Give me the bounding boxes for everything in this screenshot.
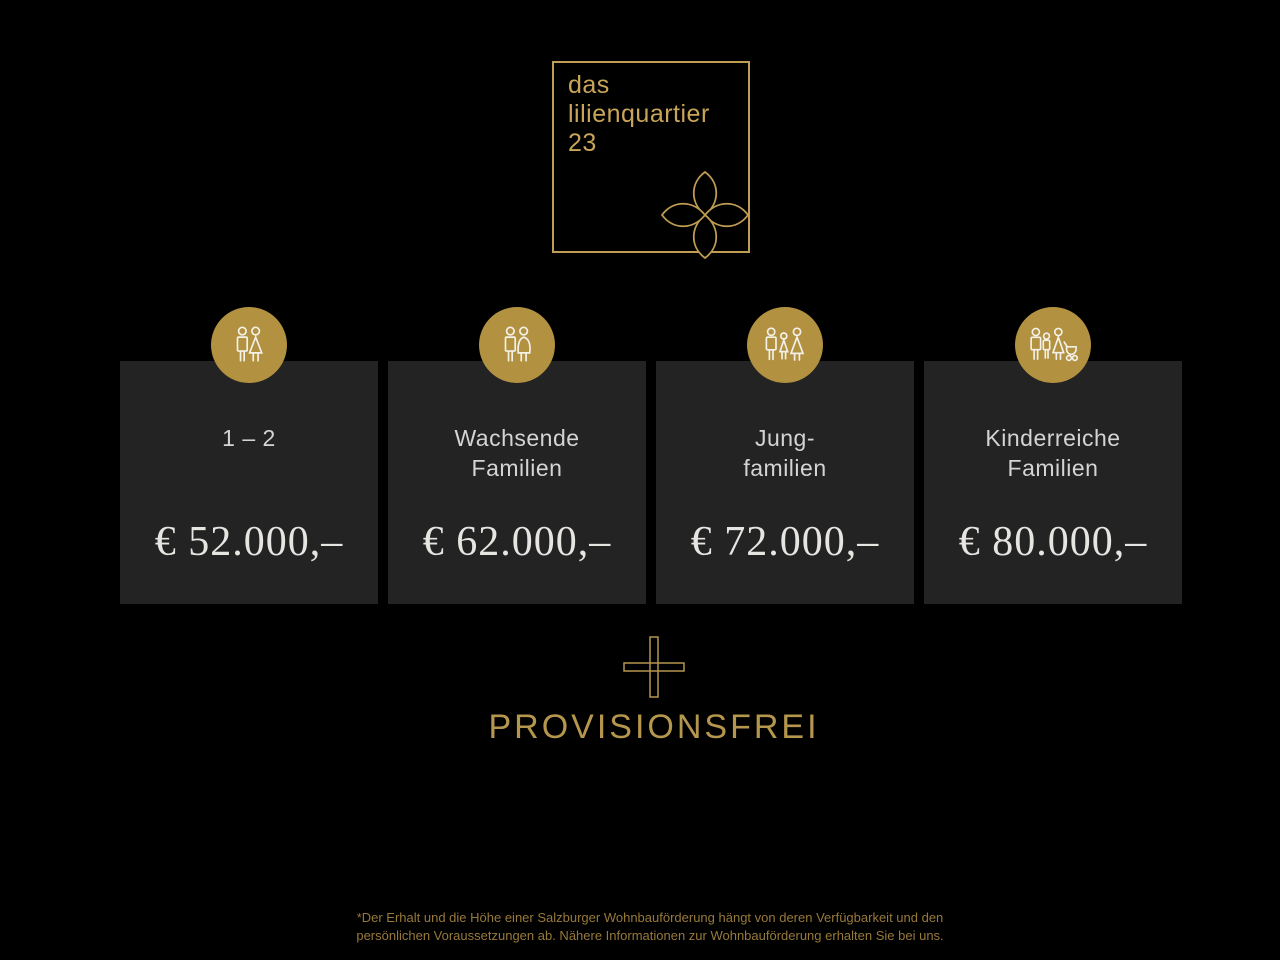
promo-section	[14, 636, 1280, 746]
logo	[552, 61, 750, 253]
card-label-line: Familien	[1007, 455, 1099, 481]
plus-icon	[623, 636, 685, 698]
provisionsfrei-label: PROVISIONSFREI	[488, 708, 820, 746]
card-label-line: Jung-	[754, 425, 816, 451]
large-family-stroller-icon	[1027, 325, 1079, 365]
card-label	[120, 423, 378, 453]
footnote-line-2: persönlichen Voraussetzungen ab. Nähere Informationen zur Wohnbauförderung erhalten Sie bei uns.	[356, 928, 944, 943]
expecting-couple-icon	[494, 325, 540, 365]
card-label	[388, 423, 646, 483]
logo-text	[568, 71, 710, 158]
card-label-line: Kinderreiche	[985, 425, 1121, 451]
price-card-1-2-persons	[120, 361, 378, 604]
card-label	[924, 423, 1182, 483]
card-price: € 80.000,–	[958, 519, 1148, 565]
price-card-growing-families	[388, 361, 646, 604]
price-cards-row	[120, 361, 1182, 604]
young-family-icon	[761, 325, 809, 365]
card-price: € 62.000,–	[422, 519, 612, 565]
card-label-line: Familien	[471, 455, 563, 481]
card-label-line: familien	[743, 455, 827, 481]
couple-icon	[226, 325, 272, 365]
footnote-line-1: *Der Erhalt und die Höhe einer Salzburger Wohnbauförderung hängt von deren Verfügbarkeit und den	[356, 910, 944, 925]
large-family-stroller-icon-badge	[1015, 307, 1091, 383]
card-price: € 72.000,–	[690, 519, 880, 565]
price-card-young-families	[656, 361, 914, 604]
card-price: € 52.000,–	[154, 519, 344, 565]
price-card-large-families	[924, 361, 1182, 604]
card-label-line: Wachsende	[454, 425, 580, 451]
logo-line-1: das	[568, 71, 610, 99]
expecting-couple-icon-badge	[479, 307, 555, 383]
logo-line-3: 23	[568, 129, 597, 157]
logo-line-2: lilienquartier	[568, 100, 710, 128]
lily-flower-icon	[662, 172, 748, 258]
card-label-line: 1 – 2	[222, 425, 276, 451]
young-family-icon-badge	[747, 307, 823, 383]
card-label	[656, 423, 914, 483]
couple-icon-badge	[211, 307, 287, 383]
footnote	[10, 909, 1280, 945]
